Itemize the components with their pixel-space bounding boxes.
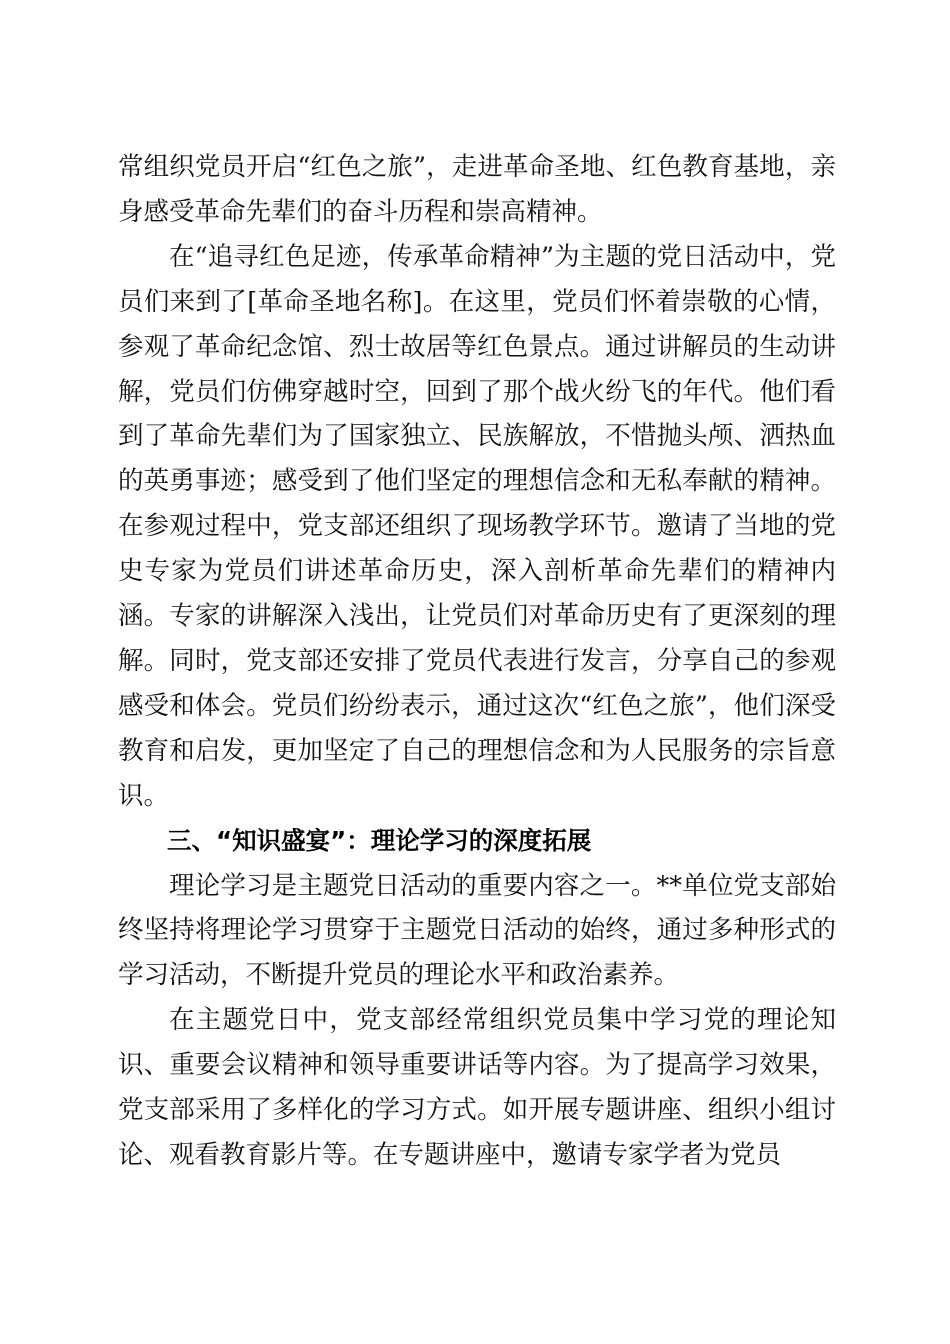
document-page <box>118 145 836 1178</box>
paragraph-red-journey: 在“追寻红色足迹，传承革命精神”为主题的党日活动中，党员们来到了[革命圣地名称]。在这里，党员们怀着崇敬的心情，参观了革命纪念馆、烈士故居等红色景点。通过讲解员的生动讲解，党员们仿佛穿越时空，回到了那个战火纷飞的年代。他们看到了革命先辈们为了国家独立、民族解放，不惜抛头颅、洒热血的英勇事迹；感受到了他们坚定的理想信念和无私奉献的精神。在参观过程中，党支部还组织了现场教学环节。邀请了当地的党史专家为党员们讲述革命历史，深入剖析革命先辈们的精神内涵。专家的讲解深入浅出，让党员们对革命历史有了更深刻的理解。同时，党支部还安排了党员代表进行发言，分享自己的参观感受和体会。党员们纷纷表示，通过这次“红色之旅”，他们深受教育和启发，更加坚定了自己的理想信念和为人民服务的宗旨意识。 <box>118 241 836 811</box>
paragraph-study-methods: 在主题党日中，党支部经常组织党员集中学习党的理论知识、重要会议精神和领导重要讲话等内容。为了提高学习效果，党支部采用了多样化的学习方式。如开展专题讲座、组织小组讨论、观看教育影片等。在专题讲座中，邀请专家学者为党员 <box>118 1005 836 1170</box>
paragraph-theory-study: 理论学习是主题党日活动的重要内容之一。**单位党支部始终坚持将理论学习贯穿于主题党日活动的始终，通过多种形式的学习活动，不断提升党员的理论水平和政治素养。 <box>118 870 836 991</box>
section-heading-knowledge-feast: 三、“知识盛宴”：理论学习的深度拓展 <box>167 825 592 855</box>
paragraph-continuation: 常组织党员开启“红色之旅”，走进革命圣地、红色教育基地，亲身感受革命先辈们的奋斗历程和崇高精神。 <box>118 152 836 227</box>
